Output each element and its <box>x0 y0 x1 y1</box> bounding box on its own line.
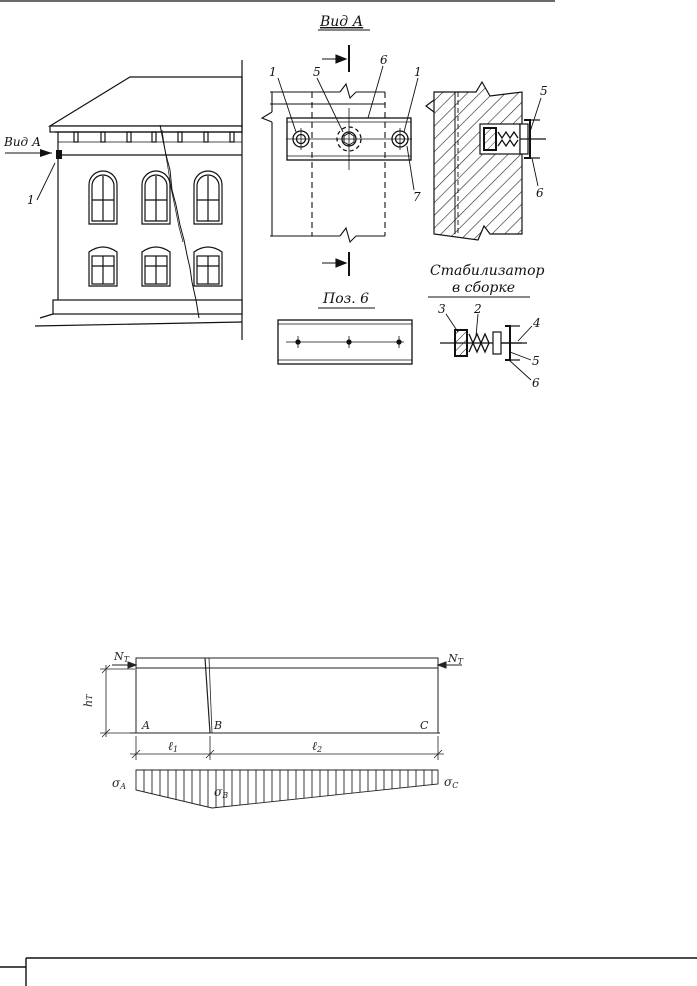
callout-label: 5 <box>532 354 540 368</box>
callout-label: 2 <box>474 302 482 316</box>
callout-label: 4 <box>533 316 541 330</box>
stabilizer-title-2: в сборке <box>452 280 516 296</box>
callout-label: 7 <box>413 190 421 204</box>
stabilizer-assembly <box>440 326 527 360</box>
force-left-label: NT <box>114 650 129 664</box>
building-facade <box>35 60 242 340</box>
point-c-label: C <box>420 719 429 732</box>
sigma-c-label: σC <box>444 775 459 790</box>
force-arrows <box>112 662 462 668</box>
callout-label: 5 <box>540 84 548 98</box>
upper-windows <box>89 171 222 224</box>
span-1-label: ℓ1 <box>168 739 179 754</box>
view-a-wall <box>262 84 385 242</box>
callout-label: 1 <box>414 65 422 79</box>
point-b-label: B <box>214 719 223 732</box>
plate-pos6 <box>286 108 412 170</box>
span-2-label: ℓ2 <box>312 739 323 754</box>
stress-diagram <box>136 770 438 808</box>
callout-label: 6 <box>536 186 544 200</box>
sigma-b-label: σB <box>214 785 229 800</box>
callout-label: 6 <box>380 53 388 67</box>
wall-section <box>426 82 522 240</box>
point-a-label: A <box>142 719 150 732</box>
lower-windows <box>89 247 222 286</box>
stabilizer-mark <box>56 150 62 159</box>
pos6-plate <box>278 320 412 364</box>
plate-callout-leaders <box>278 66 418 190</box>
callout-leader <box>532 158 538 186</box>
callout-label: 5 <box>313 65 321 79</box>
stabilizer-title-1: Стабилизатор <box>430 263 545 279</box>
callout-label: 3 <box>438 302 446 316</box>
section-marker-bottom <box>322 252 349 276</box>
beam-scheme <box>100 658 444 760</box>
view-label: Вид А <box>4 135 42 149</box>
cornice-brackets <box>74 132 234 142</box>
pos6-title: Поз. 6 <box>323 291 370 307</box>
callout-leader <box>530 98 541 132</box>
force-right-label: NT <box>448 652 463 666</box>
section-marker-top <box>322 45 349 72</box>
callout-label: 1 <box>269 65 277 79</box>
view-a-title: Вид А <box>320 14 364 30</box>
callout-label: 1 <box>27 193 35 207</box>
sigma-a-label: σA <box>112 776 126 791</box>
stabilizer-in-wall <box>480 120 546 158</box>
height-label: hT <box>82 694 95 707</box>
callout-label: 6 <box>532 376 540 390</box>
callout-leader <box>37 163 55 200</box>
